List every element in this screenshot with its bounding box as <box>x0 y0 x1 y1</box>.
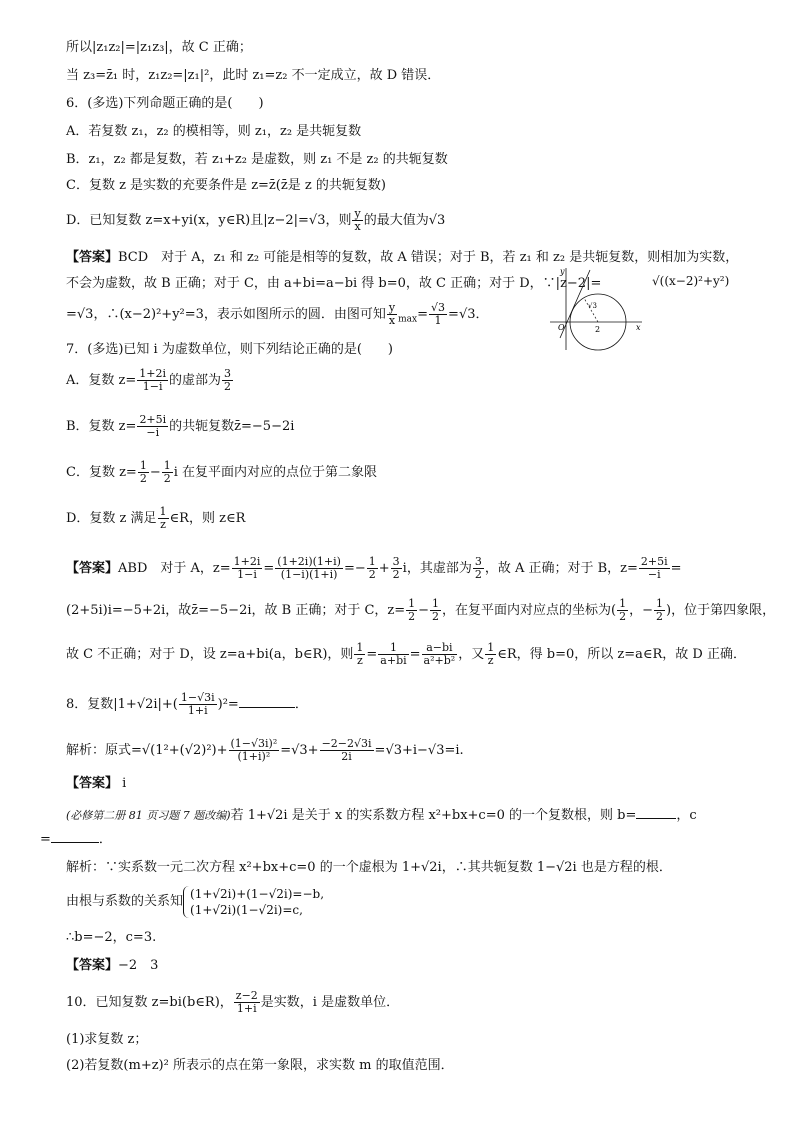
question-text: 8．复数|1+√2i|+( <box>66 697 178 712</box>
answer-7-line1: 【答案】ABD 对于 A，z= $\frac{1+2i}{1-i}$ = $\frac{(1+2i)(1+i)}{(1-i)(1+i)}$ =− $\frac{1}{2}$ + $\frac{3}{2}$ i，其虚部为 $\frac{3}{2}$ ，故 A 正确；对于 B，z= $\frac{2+5i}{-i}$ = <box>66 555 682 581</box>
fraction-numerator: −2−2√3i <box>321 737 372 750</box>
fraction-denominator: 1−i <box>237 568 257 581</box>
fraction-denominator: 1+i <box>187 704 208 717</box>
fraction <box>387 302 397 327</box>
fraction-numerator: 1 <box>408 597 416 610</box>
fraction-numerator: y <box>388 301 396 314</box>
fraction-numerator: √3 <box>431 301 446 314</box>
option-6d-tail: 的最大值为√3 <box>363 213 446 228</box>
answer-text: = <box>409 647 421 662</box>
fraction <box>232 556 263 581</box>
option-7a <box>66 368 754 393</box>
fraction <box>639 556 670 581</box>
equation-1: (1+√2i)+(1−√2i)=−b, <box>190 886 325 901</box>
answer-text: = <box>366 647 378 662</box>
question-9-line1 <box>66 806 754 826</box>
answer-value: i <box>122 776 127 791</box>
minus-sign: − <box>149 465 161 480</box>
fraction-denominator: (1−i)(1+i) <box>280 568 338 581</box>
fraction <box>137 368 168 393</box>
fraction <box>429 302 447 327</box>
answer-text: ABD 对于 A，z= <box>118 561 231 576</box>
answer-tag: 【答案】 <box>66 776 119 791</box>
answer-text: ，− <box>629 603 654 618</box>
fraction-denominator: 2i <box>341 750 352 763</box>
fraction-denominator: z <box>487 654 494 667</box>
answer-9-solution-line2 <box>66 884 754 920</box>
circle-figure <box>546 264 646 352</box>
answer-text: =− <box>343 561 366 576</box>
answer-text: ，故 A 正确；对于 B，z= <box>484 561 638 576</box>
answer-blank[interactable] <box>239 695 295 708</box>
fraction <box>473 556 484 581</box>
option-text: 的虚部为 <box>169 373 222 388</box>
fraction-numerator: 2+5i <box>640 555 668 568</box>
answer-6-line2: 不会为虚数，故 B 正确；对于 C，由 a+bi=a−bi 得 b=0，故 C 正确；对于 D，∵|z−2|= <box>66 276 602 291</box>
fraction-numerator: 3 <box>474 555 482 568</box>
option-text: C．复数 z= <box>66 465 137 480</box>
option-6c: C．复数 z 是实数的充要条件是 z=z̄(z̄是 z 的共轭复数) <box>66 178 386 193</box>
fraction-denominator: 1−i <box>142 380 163 393</box>
fraction-denominator: a²+b² <box>423 654 456 667</box>
solution-text: =√3+i−√3=i. <box>374 743 464 758</box>
fraction-denominator: 2 <box>224 380 232 393</box>
equation-2: (1+√2i)(1−√2i)=c, <box>190 902 303 917</box>
fraction-numerator: 1+2i <box>139 367 166 380</box>
fraction-numerator: a−bi <box>422 642 458 655</box>
answer-7-line2: (2+5i)i=−5+2i，故z̄=−5−2i，故 B 正确；对于 C，z= $\frac{1}{2}$ − $\frac{1}{2}$ ，在复平面内对应点的坐标为( $\frac{1}{2}$ ，− $\frac{1}{2}$ )，位于第四象限， <box>66 597 776 623</box>
radius-label: √3 <box>588 302 597 310</box>
option-7d <box>66 506 754 531</box>
answer-tag: 【答案】 <box>66 958 119 973</box>
answer-7-line3 <box>66 642 754 667</box>
fraction-denominator: 1+i <box>236 1002 257 1015</box>
fraction <box>378 642 408 667</box>
answer-9 <box>66 956 754 976</box>
fraction <box>137 414 168 439</box>
fraction-denominator: −i <box>146 426 160 439</box>
answer-tag: 【答案】 <box>66 561 119 576</box>
option-6b: B．z₁，z₂ 都是复数，若 z₁+z₂ 是虚数，则 z₁ 不是 z₂ 的共轭复数 <box>66 152 448 167</box>
fraction-denominator: 2 <box>432 610 440 623</box>
answer-text: ，又 <box>458 647 485 662</box>
option-7b <box>66 414 754 439</box>
fraction-denominator: z <box>356 654 363 667</box>
option-text: ∈R，则 z∈R <box>169 511 246 526</box>
option-text: 的共轭复数z̄=−5−2i <box>169 419 295 434</box>
fraction-denominator: x <box>354 220 361 233</box>
question-text: ． <box>294 697 308 712</box>
answer-6-line1 <box>66 248 754 268</box>
fraction <box>391 556 402 581</box>
text-line: 所以|z₁z₂|=|z₁z₃|，故 C 正确； <box>66 40 252 55</box>
answer-value: −2 3 <box>118 958 159 973</box>
question-10-line1 <box>66 990 754 1015</box>
fraction-numerator: 1 <box>356 641 364 654</box>
fraction-denominator: (1+i)² <box>237 750 271 763</box>
fraction <box>138 460 149 485</box>
answer-blank-c[interactable] <box>51 830 99 843</box>
question-text: ，c <box>676 808 697 823</box>
fraction-denominator: 2 <box>392 568 400 581</box>
fraction <box>179 692 217 717</box>
fraction-numerator: z−2 <box>235 989 258 1002</box>
question-6: 6．(多选)下列命题正确的是( ) <box>66 96 264 111</box>
y-label: y <box>560 267 565 276</box>
x-label: x <box>636 323 641 332</box>
question-10-part1: (1)求复数 z； <box>66 1032 148 1047</box>
fraction-denominator: z <box>160 518 166 531</box>
question-9-line2 <box>40 830 754 850</box>
fraction <box>234 990 260 1015</box>
question-7: 7．(多选)已知 i 为虚数单位，则下列结论正确的是( ) <box>66 342 393 357</box>
fraction-denominator: 2 <box>163 472 171 485</box>
answer-tag: 【答案】 <box>66 250 119 265</box>
fraction-denominator: 2 <box>656 610 664 623</box>
fraction-denominator: 1 <box>434 314 442 327</box>
fraction <box>162 460 173 485</box>
answer-9-solution-line1: 解析：∵实系数一元二次方程 x²+bx+c=0 的一个虚根为 1+√2i，∴其共轭复数 1−√2i 也是方程的根． <box>66 860 672 875</box>
question-text: 若 1+√2i 是关于 x 的实系数方程 x²+bx+c=0 的一个复数根，则 b= <box>230 808 637 823</box>
fraction <box>352 208 362 233</box>
answer-text: =√3． <box>448 307 489 322</box>
center-label: 2 <box>595 325 601 334</box>
fraction-denominator: 2 <box>368 568 376 581</box>
option-text: B．复数 z= <box>66 419 137 434</box>
fraction-numerator: 1 <box>163 459 171 472</box>
fraction-denominator: 2 <box>408 610 416 623</box>
fraction <box>654 598 665 623</box>
fraction-numerator: 3 <box>224 367 232 380</box>
fraction <box>422 642 458 667</box>
sqrt-expression: √((x−2)²+y²) <box>652 274 730 288</box>
option-text: D．复数 z 满足 <box>66 511 157 526</box>
question-8 <box>66 692 754 717</box>
fraction <box>354 642 365 667</box>
option-text: i 在复平面内对应的点位于第二象限 <box>173 465 378 480</box>
question-text: )²= <box>217 697 239 712</box>
fraction-numerator: 1 <box>159 505 167 518</box>
answer-text: ∈R，得 b=0，所以 z=a∈R，故 D 正确． <box>497 647 746 662</box>
fraction <box>275 556 343 581</box>
fraction-denominator: 2 <box>619 610 627 623</box>
fraction-denominator: 2 <box>474 568 482 581</box>
question-text: 是实数，i 是虚数单位． <box>260 995 400 1010</box>
answer-text: )，位于第四象限， <box>666 603 776 618</box>
solution-text: 由根与系数的关系知 <box>66 894 184 909</box>
answer-text: = <box>670 561 682 576</box>
text-line: 当 z₃=z̄₁ 时，z₁z₂=|z₁|²，此时 z₁=z₂ 不一定成立，故 D 错误． <box>66 68 441 83</box>
answer-6-line3: =√3，∴(x−2)²+y²=3，表示如图所示的圆．由图可知 $\frac{y}{x}$ $_{max}$= $\frac{√3}{1}$ =√3． <box>66 301 489 327</box>
answer-text: BCD 对于 A，z₁ 和 z₂ 可能是相等的复数，故 A 错误；对于 B，若 z₁ 和 z₂ 是共轭复数，则相加为实数， <box>118 250 739 265</box>
answer-9-solution-line3: ∴b=−2，c=3. <box>66 930 157 945</box>
fraction <box>406 598 417 623</box>
solution-text: =√3+ <box>280 743 319 758</box>
fraction-numerator: (1−√3i)² <box>230 737 278 750</box>
question-source: (必修第二册 81 页习题 7 题改编) <box>66 809 231 822</box>
question-10-part2: (2)若复数(m+z)² 所表示的点在第一象限，求实数 m 的取值范围． <box>66 1058 454 1073</box>
option-text: A．复数 z= <box>66 373 137 388</box>
fraction-numerator: 1 <box>368 555 376 568</box>
fraction-numerator: 1 <box>619 597 627 610</box>
answer-8 <box>66 774 754 794</box>
answer-text: =√3，∴(x−2)²+y²=3，表示如图所示的圆．由图可知 <box>66 307 386 322</box>
fraction-numerator: 1 <box>432 597 440 610</box>
option-7c <box>66 460 754 485</box>
fraction-numerator: 3 <box>392 555 400 568</box>
fraction-denominator: x <box>388 314 396 327</box>
option-6a: A．若复数 z₁，z₂ 的模相等，则 z₁，z₂ 是共轭复数 <box>66 124 362 139</box>
max-subscript: max <box>398 314 418 325</box>
equation-system <box>183 886 324 918</box>
answer-text: ，在复平面内对应点的坐标为( <box>442 603 617 618</box>
fraction-numerator: 1+2i <box>233 555 261 568</box>
fraction <box>158 506 169 531</box>
fraction-numerator: 1−√3i <box>180 691 215 704</box>
origin-label: O <box>558 323 565 332</box>
fraction-denominator: −i <box>647 568 661 581</box>
fraction-numerator: (1+2i)(1+i) <box>277 555 341 568</box>
fraction-numerator: 1 <box>139 459 147 472</box>
question-text: = <box>40 832 51 847</box>
answer-text: 故 C 不正确；对于 D，设 z=a+bi(a，b∈R)，则 <box>66 647 354 662</box>
answer-text: (2+5i)i=−5+2i，故z̄=−5−2i，故 B 正确；对于 C，z= <box>66 603 406 618</box>
question-text: ． <box>98 832 112 847</box>
fraction <box>485 642 496 667</box>
fraction-numerator: 2+5i <box>139 413 167 426</box>
fraction-numerator: 1 <box>378 642 408 655</box>
answer-text: ，其虚部为 <box>406 561 472 576</box>
solution-text: 解析：原式=√(1²+(√2)²)+ <box>66 743 228 758</box>
answer-text: = <box>263 561 275 576</box>
option-6d-text: D．已知复数 z=x+yi(x，y∈R)且|z−2|=√3，则 <box>66 213 352 228</box>
fraction <box>222 368 233 393</box>
fraction <box>430 598 441 623</box>
option-6d <box>66 208 754 233</box>
fraction <box>367 556 378 581</box>
question-text: 10．已知复数 z=bi(b∈R)， <box>66 995 233 1010</box>
answer-blank-b[interactable] <box>636 806 676 819</box>
fraction <box>617 598 628 623</box>
fraction <box>320 738 374 763</box>
fraction-numerator: 1 <box>487 641 495 654</box>
fraction-numerator: y <box>354 207 361 220</box>
fraction-numerator: 1 <box>656 597 664 610</box>
fraction <box>229 738 280 763</box>
fraction-denominator: 2 <box>139 472 147 485</box>
fraction-denominator: a+bi <box>380 654 407 667</box>
answer-8-solution <box>66 738 754 763</box>
